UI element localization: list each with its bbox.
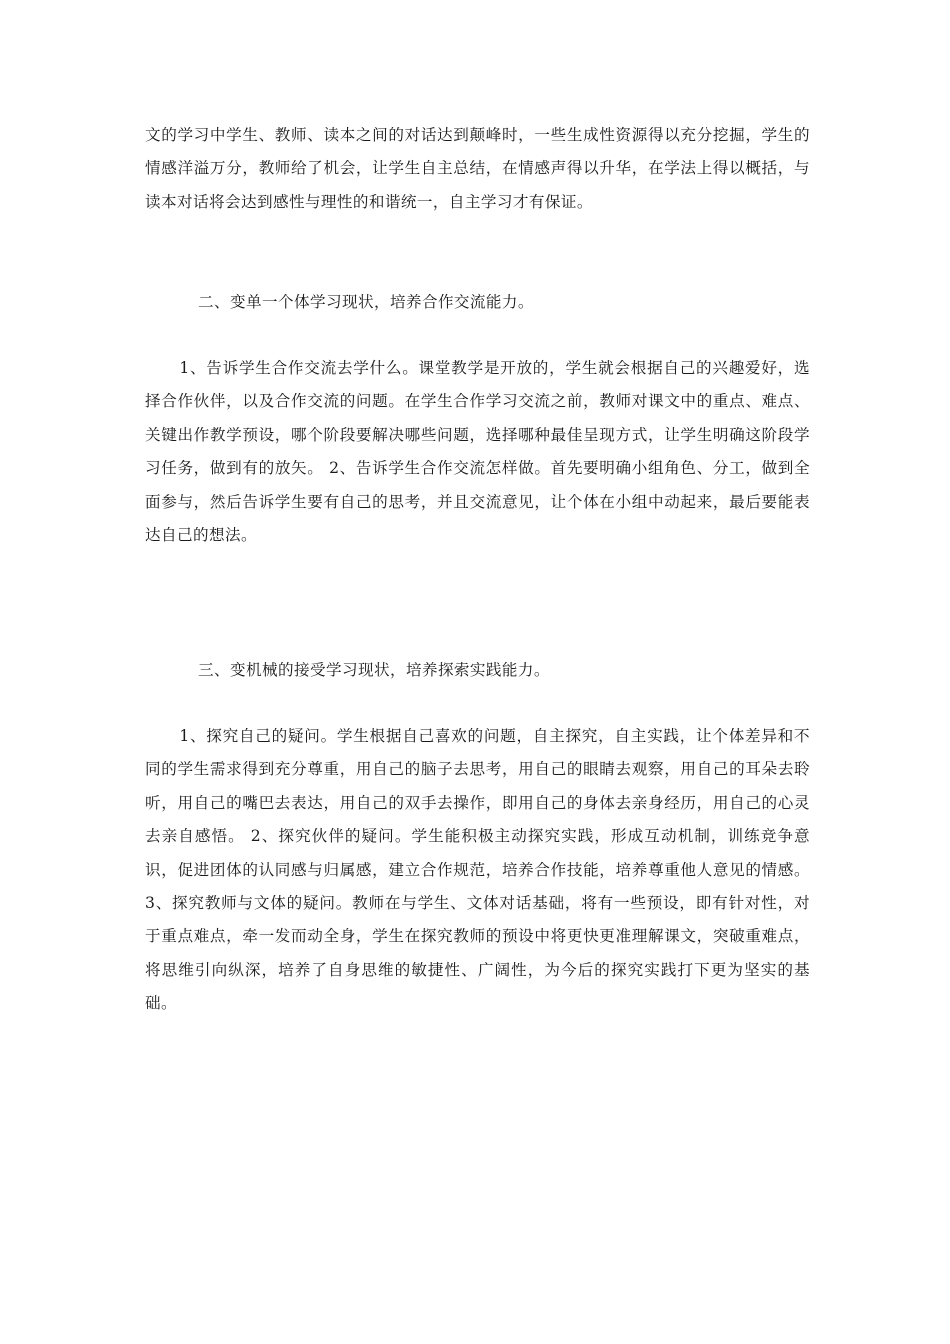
section-heading-3: 三、变机械的接受学习现状，培养探索实践能力。 — [198, 661, 550, 679]
paragraph-cooperation: 1、告诉学生合作交流去学什么。课堂教学是开放的，学生就会根据自己的兴趣爱好，选择合作伙伴，以及合作交流的问题。在学生合作学习交流之前，教师对课文中的重点、难点、关键出作教学预设，哪个阶段要解决哪些问题，选择哪种最佳呈现方式，让学生明确这阶段学习任务，做到有的放矢。 2、告诉学生合作交流怎样做。首先要明确小组角色、分工，做到全面参与，然后告诉学生要有自己的思考，并且交流意见，让个体在小组中动起来，最后要能表达自己的想法。 — [145, 359, 810, 545]
paragraph-continuation: 文的学习中学生、教师、读本之间的对话达到颠峰时，一些生成性资源得以充分挖掘，学生的情感洋溢万分，教师给了机会，让学生自主总结，在情感声得以升华，在学法上得以概括，与读本对话将会达到感性与理性的和谐统一，自主学习才有保证。 — [145, 126, 810, 211]
paragraph-exploration: 1、探究自己的疑问。学生根据自己喜欢的问题，自主探究，自主实践，让个体差异和不同的学生需求得到充分尊重，用自己的脑子去思考，用自己的眼睛去观察，用自己的耳朵去聆听，用自己的嘴巴去表达，用自己的双手去操作，即用自己的身体去亲身经历，用自己的心灵去亲自感悟。 2、探究伙伴的疑问。学生能积极主动探究实践，形成互动机制，训练竞争意识，促进团体的认同感与归属感，建立合作规范，培养合作技能，培养尊重他人意见的情感。 3、探究教师与文体的疑问。教师在与学生、文体对话基础，将有一些预设，即有针对性，对于重点难点，牵一发而动全身，学生在探究教师的预设中将更快更准理解课文，突破重难点，将思维引向纵深，培养了自身思维的敏捷性、广阔性，为今后的探究实践打下更为坚实的基础。 — [145, 727, 810, 1013]
section-heading-2: 二、变单一个体学习现状，培养合作交流能力。 — [198, 293, 534, 311]
